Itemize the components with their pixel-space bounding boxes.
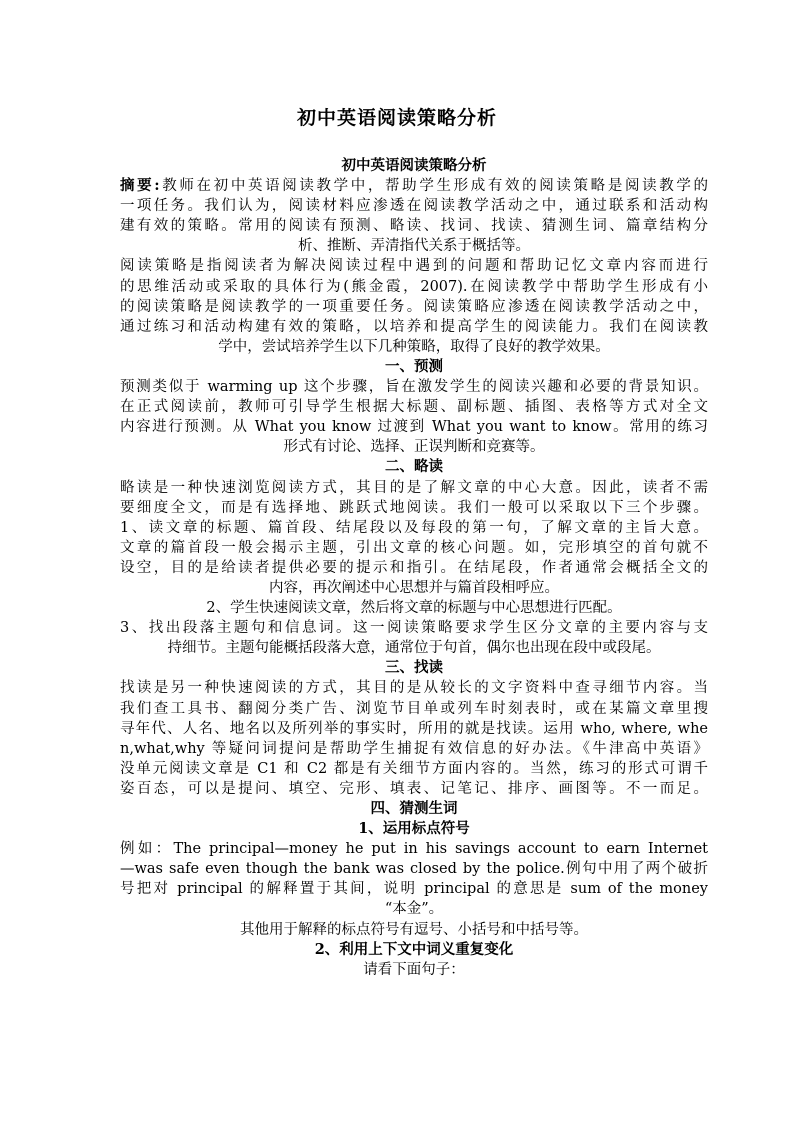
text-line: 预测类似于 warming up 这个步骤，旨在激发学生的阅读兴趣和必要的背景知识。: [120, 379, 708, 396]
text-line: 寻年代、人名、地名以及所列举的事实时，所用的就是找读。运用 who, where, whe: [120, 720, 708, 737]
text-line: [120, 176, 708, 196]
document-body: [120, 156, 708, 980]
text-line: 其他用于解释的标点符号有逗号、小括号和中括号等。: [240, 921, 588, 938]
text-line: 内容进行预测。从 What you know 过渡到 What you want to know。常用的练习: [120, 419, 708, 436]
abstract-text: 教师在初中英语阅读教学中，帮助学生形成有效的阅读策略是阅读教学的: [159, 178, 708, 195]
text-line: 设空，目的是给读者提供必要的提示和指引。在结尾段，作者通常会概括全文的: [120, 559, 708, 576]
text-line: 号把对 principal 的解释置于其间，说明 principal 的意思是 sum of the money: [120, 881, 708, 898]
text-line: 要细度全文，而是有选择地、跳跃式地阅读。我们一般可以采取以下三个步骤。: [120, 499, 708, 516]
text-line: 内容，再次阐述中心思想并与篇首段相呼应。: [269, 579, 559, 596]
text-line: 持细节。主题句能概括段落大意，通常位于句首，偶尔也出现在段中或段尾。: [167, 640, 661, 657]
text-line: 请看下面句子：: [363, 961, 465, 978]
text-line: 2、学生快速阅读文章，然后将文章的标题与中心思想进行匹配。: [206, 600, 622, 617]
text-line: —was safe even though the bank was closed by the police.例句中用了两个破折: [120, 861, 708, 878]
section-heading: 初中英语阅读策略分析: [341, 157, 487, 174]
text-line: 略读是一种快速浏览阅读方式，其目的是了解文章的中心大意。因此，读者不需: [120, 479, 708, 496]
text-line: 我们查工具书、翻阅分类广告、浏览节目单或列车时刻表时，或在某篇文章里搜: [120, 700, 708, 717]
document-title: 初中英语阅读策略分析: [296, 107, 497, 129]
section-heading: 一、预测: [385, 357, 443, 375]
text-line: 通过练习和活动构建有效的策略，以培养和提高学生的阅读能力。我们在阅读教: [120, 318, 708, 335]
section-heading: 二、略读: [385, 458, 443, 476]
text-line: 一项任务。我们认为，阅读材料应渗透在阅读教学活动之中，通过联系和活动构: [120, 198, 708, 215]
section-heading: 1、运用标点符号: [358, 820, 470, 838]
text-line: 姿百态，可以是提问、填空、完形、填表、记笔记、排序、画图等。不一而足。: [120, 780, 708, 797]
text-line: 找读是另一种快速阅读的方式，其目的是从较长的文字资料中查寻细节内容。当: [120, 680, 708, 697]
text-line: 没单元阅读文章是 C1 和 C2 都是有关细节方面内容的。当然，练习的形式可谓千: [120, 760, 708, 777]
text-line: 建有效的策略。常用的阅读有预测、略读、找词、找读、猜测生词、篇章结构分: [120, 218, 708, 235]
text-line: 学中，尝试培养学生以下几种策略，取得了良好的教学效果。: [218, 338, 610, 355]
section-heading: 四、猜测生词: [370, 800, 458, 817]
text-line: 例如：The principal—money he put in his savings account to earn Internet: [120, 841, 708, 858]
text-line: 3、找出段落主题句和信息词。这一阅读策略要求学生区分文章的主要内容与支: [120, 620, 708, 637]
text-line: 形式有讨论、选择、正误判断和竞赛等。: [283, 439, 545, 456]
text-line: “本金”。: [384, 901, 444, 918]
section-heading: 2、利用上下文中词义重复变化: [314, 940, 514, 958]
text-line: 析、推断、弄清指代关系于概括等。: [298, 238, 530, 255]
text-line: 1、读文章的标题、篇首段、结尾段以及每段的第一句，了解文章的主旨大意。: [120, 519, 708, 536]
text-line: n,what,why 等疑问词提问是帮助学生捕捉有效信息的好办法。《牛津高中英语》: [120, 740, 708, 757]
text-line: 文章的篇首段一般会揭示主题，引出文章的核心问题。如，完形填空的首句就不: [120, 539, 708, 556]
abstract-label: 摘要:: [120, 177, 160, 195]
text-line: 的阅读策略是阅读教学的一项重要任务。阅读策略应渗透在阅读教学活动之中，: [120, 298, 708, 315]
text-line: 的思维活动或采取的具体行为(熊金霞，2007).在阅读教学中帮助学生形成有小: [120, 278, 708, 295]
text-line: 在正式阅读前，教师可引导学生根据大标题、副标题、插图、表格等方式对全文: [120, 399, 708, 416]
text-line: 阅读策略是指阅读者为解决阅读过程中遇到的问题和帮助记忆文章内容而进行: [120, 258, 708, 275]
section-heading: 三、找读: [385, 659, 443, 677]
